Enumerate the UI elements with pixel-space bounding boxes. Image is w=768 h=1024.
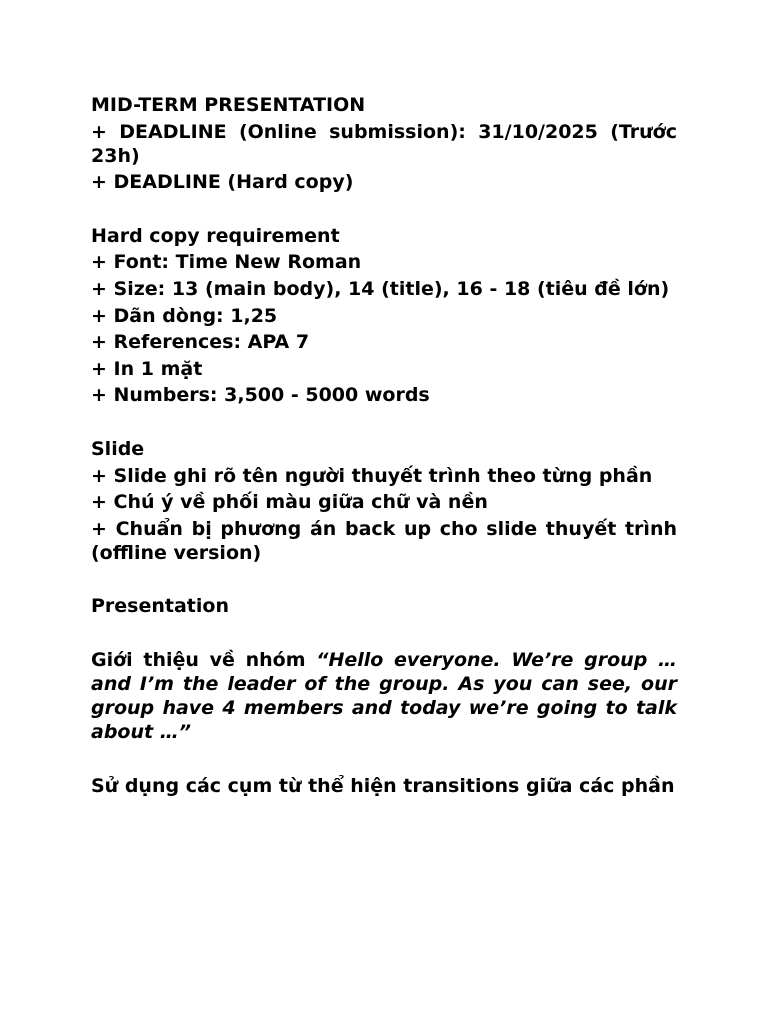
hard-copy-item-font: + Font: Time New Roman (91, 251, 362, 274)
presentation-heading: Presentation (91, 595, 229, 618)
deadline-hard-copy: + DEADLINE (Hard copy) (91, 171, 354, 194)
slide-item-presenter-names: + Slide ghi rõ tên người thuyết trình theo từng phần (91, 464, 653, 487)
intro-paragraph (91, 648, 677, 744)
hard-copy-heading: Hard copy requirement (91, 224, 340, 247)
slide-item-backup: + Chuẩn bị phương án back up cho slide thuyết trình (offline version) (91, 517, 677, 564)
spacer (91, 410, 677, 437)
spacer (91, 197, 677, 224)
deadline-online: + DEADLINE (Online submission): 31/10/2025 (Trước 23h) (91, 120, 677, 167)
spacer (91, 621, 677, 648)
hard-copy-item-print: + In 1 mặt (91, 357, 203, 380)
hard-copy-item-references: + References: APA 7 (91, 331, 310, 354)
document-title: MID-TERM PRESENTATION (91, 94, 366, 116)
transitions-paragraph: Sử dụng các cụm từ thể hiện transitions giữa các phần (91, 774, 675, 797)
slide-heading: Slide (91, 437, 145, 460)
document-body (91, 93, 677, 800)
intro-lead: Giới thiệu về nhóm (91, 648, 317, 671)
spacer (91, 567, 677, 594)
intro-quote: “Hello everyone. We’re group … and I’m the leader of the group. As you can see, our group have 4 members and today we’re going to talk about …” (91, 648, 677, 743)
hard-copy-item-size: + Size: 13 (main body), 14 (title), 16 - 18 (tiêu đề lớn) (91, 277, 670, 300)
hard-copy-item-spacing: + Dãn dòng: 1,25 (91, 304, 278, 327)
spacer (91, 747, 677, 774)
hard-copy-item-numbers: + Numbers: 3,500 - 5000 words (91, 384, 430, 407)
slide-item-colors: + Chú ý về phối màu giữa chữ và nền (91, 491, 488, 514)
